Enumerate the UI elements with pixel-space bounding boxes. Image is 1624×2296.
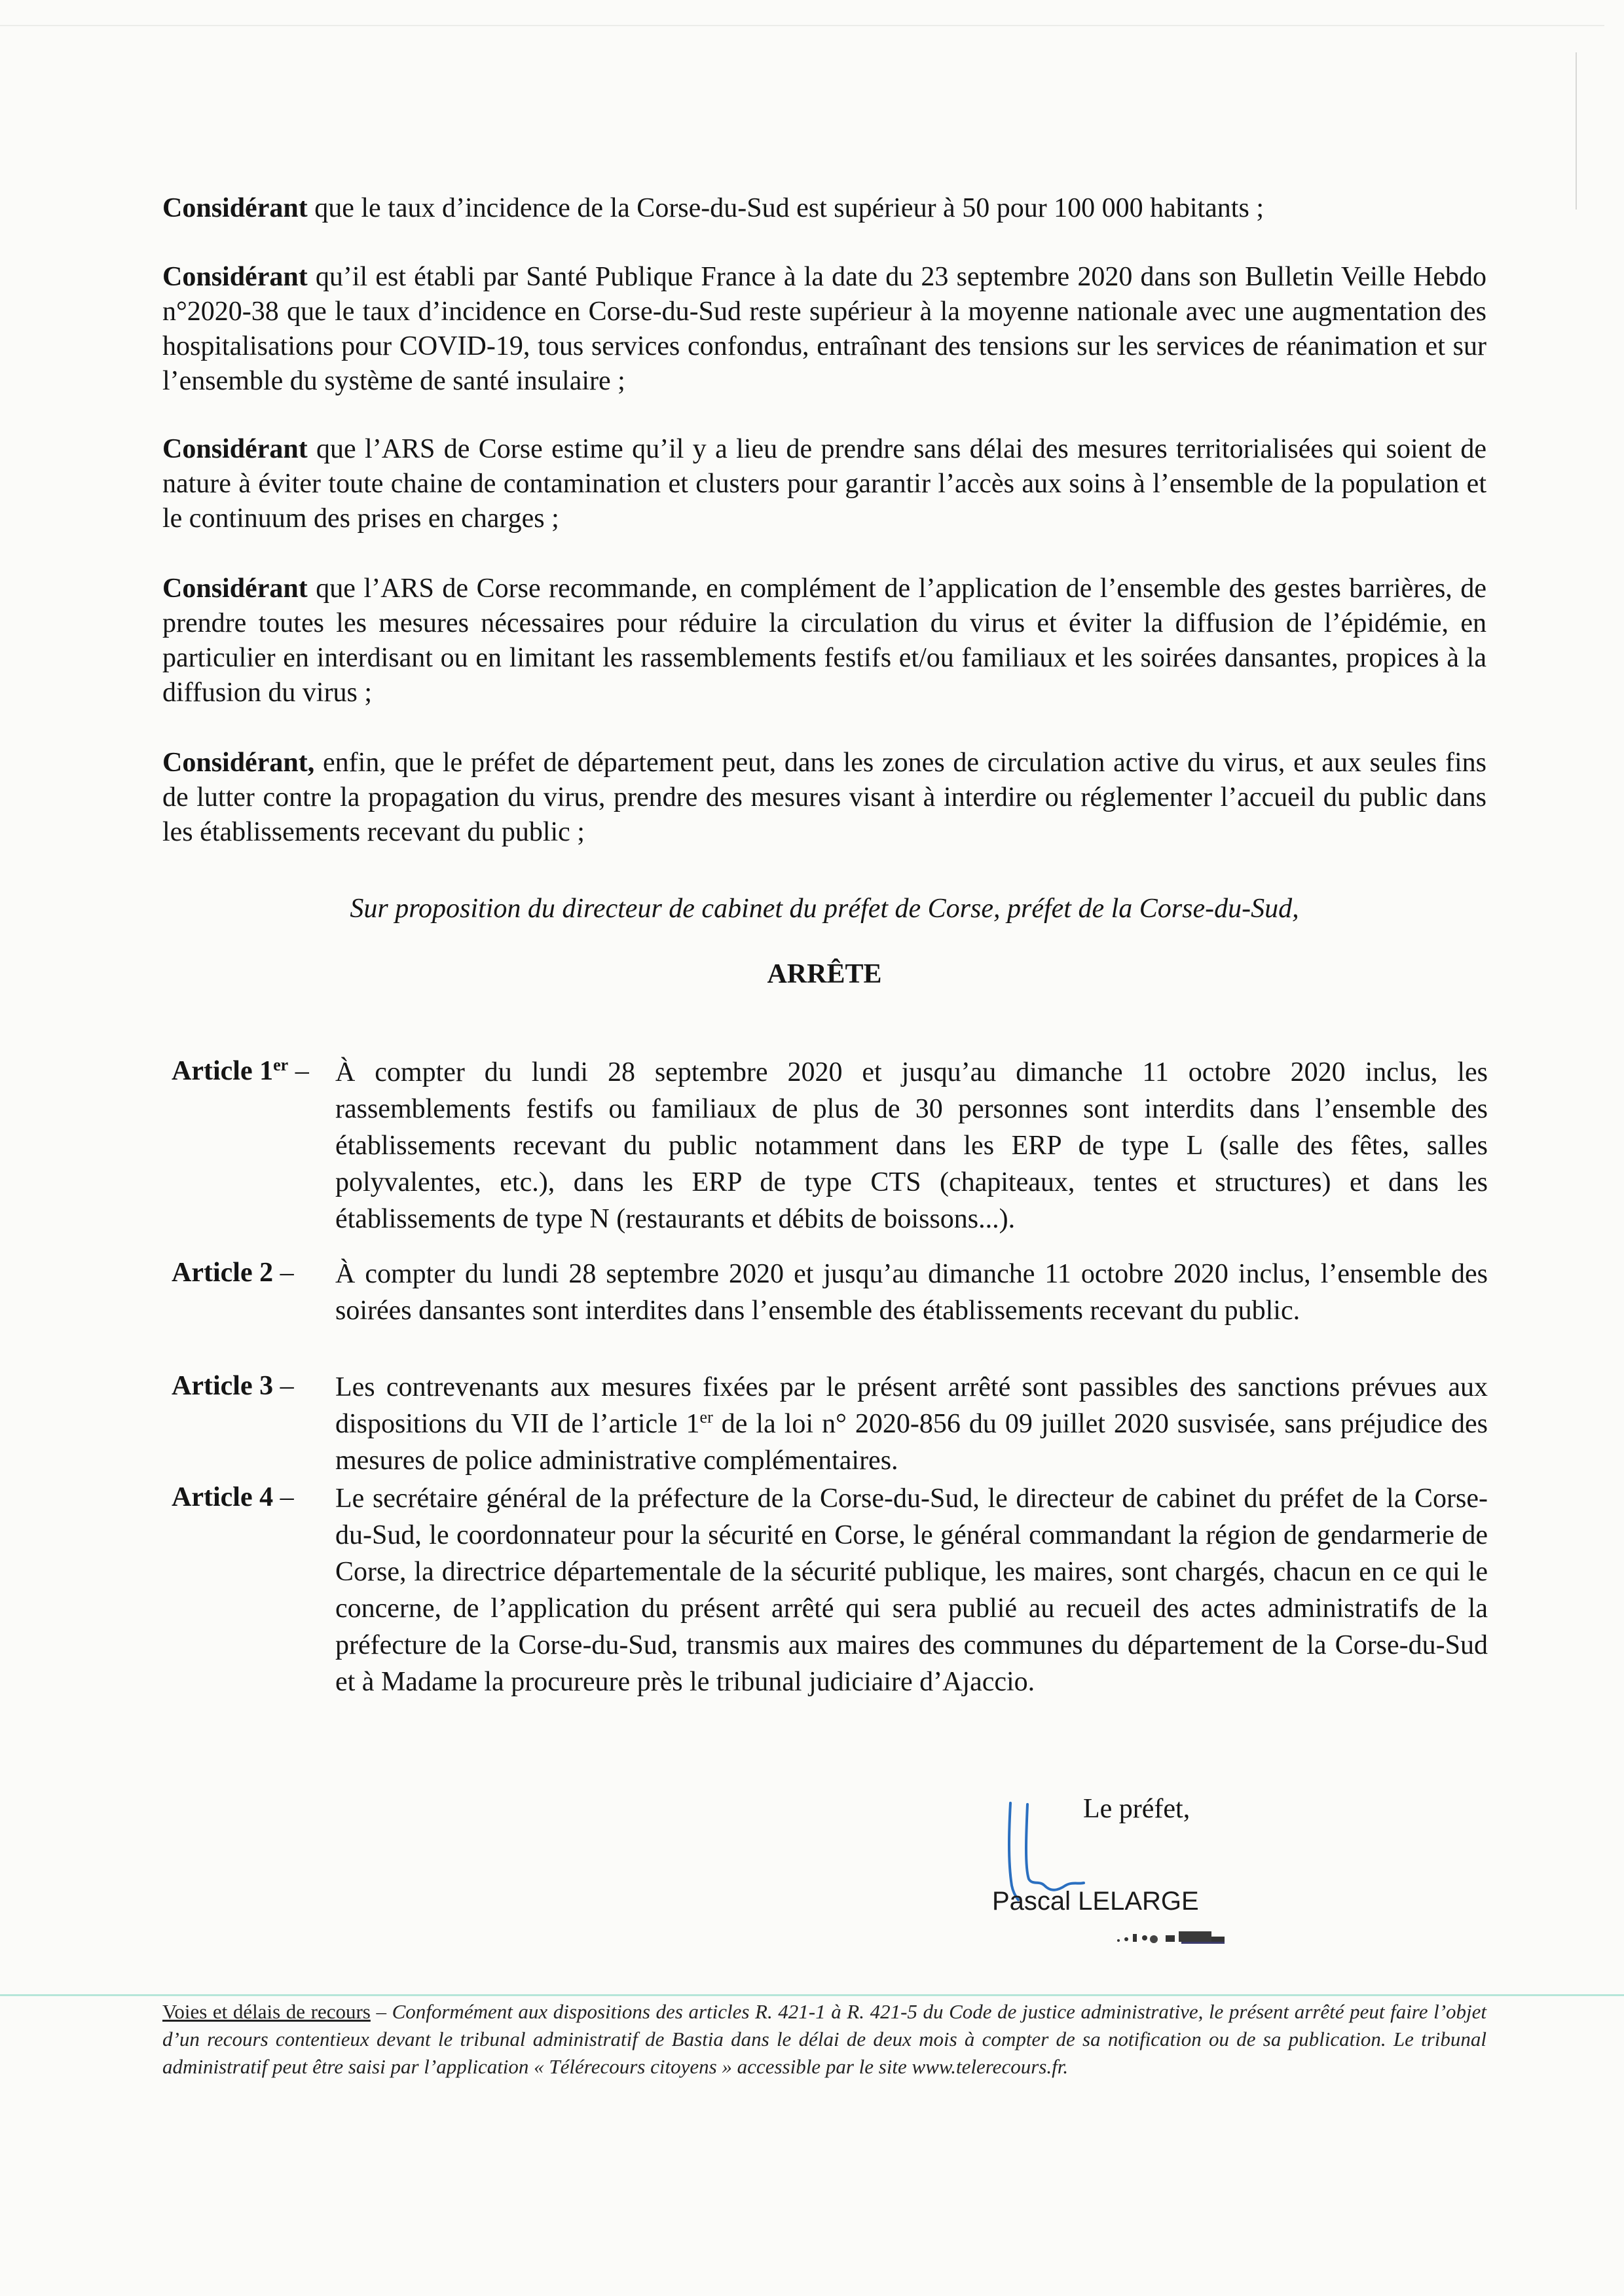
considerant-paragraph xyxy=(162,746,1486,850)
article-dash: – xyxy=(273,1482,294,1512)
article-dash: – xyxy=(273,1371,294,1401)
appeal-notice-label: Voies et délais de recours xyxy=(162,2000,371,2023)
considerant-paragraph xyxy=(162,572,1486,710)
article-superscript: er xyxy=(273,1055,289,1074)
article-text xyxy=(335,1369,1488,1479)
article-text: À compter du lundi 28 septembre 2020 et jusqu’au dimanche 11 octobre 2020 inclus, l’ensemble des soirées dansantes sont interdites dans l’ensemble des établissements recevant du public. xyxy=(335,1259,1488,1326)
article-label xyxy=(172,1480,335,1515)
stamp-smudge xyxy=(1113,1925,1257,1951)
appeal-notice-dash: – xyxy=(370,2000,392,2023)
scan-edge-artifact xyxy=(1576,52,1577,210)
article-text-part: Les contrevenants aux mesures fixées par le présent arrêté sont passibles des sanctions prévues aux dispositions du VII de l’article 1 xyxy=(335,1372,1488,1439)
article-dash: – xyxy=(288,1056,309,1086)
article-dash: – xyxy=(273,1258,294,1288)
article-superscript: er xyxy=(699,1408,713,1427)
article-text: Le secrétaire général de la préfecture de la Corse-du-Sud, le directeur de cabinet du préfet de la Corse-du-Sud, le coordonnateur pour la sécurité en Corse, le général commandant la région de gendarmerie de Corse, la directrice départementale de la sécurité publique, les maires, sont chargés, chacun en ce qui le concerne, de l’application du présent arrêté qui sera publié au recueil des actes administratifs de la préfecture de la Corse-du-Sud, transmis aux maires des communes du département de la Corse-du-Sud et à Madame la procureure près le tribunal judiciaire d’Ajaccio. xyxy=(335,1484,1488,1697)
signatory-name: Pascal LELARGE xyxy=(992,1887,1199,1916)
considerant-text: que le taux d’incidence de la Corse-du-Sud est supérieur à 50 pour 100 000 habitants ; xyxy=(307,193,1264,223)
article-number: Article 4 xyxy=(172,1482,274,1512)
considerant-text: que l’ARS de Corse recommande, en complément de l’application de l’ensemble des gestes barrières, de prendre toutes les mesures nécessaires pour réduire la circulation du virus et éviter la diffusion de l’épidémie, en particulier en interdisant ou en limitant les rassemblements festifs et/ou familiaux et les soirées dansantes, propices à la diffusion du virus ; xyxy=(162,574,1486,708)
considerant-text: qu’il est établi par Santé Publique France à la date du 23 septembre 2020 dans son Bulletin Veille Hebdo n°2020-38 que le taux d’incidence en Corse-du-Sud reste supérieur à la moyenne nationale avec une augmentation des hospitalisations pour COVID-19, tous services confondus, entraînant des tensions sur les services de réanimation et sur l’ensemble du système de santé insulaire ; xyxy=(162,262,1486,396)
arrete-heading: ARRÊTE xyxy=(767,959,882,989)
scan-edge-artifact xyxy=(0,25,1604,26)
article-number: Article 1 xyxy=(172,1056,274,1086)
considerant-lead: Considérant xyxy=(162,193,308,223)
considerant-text: que l’ARS de Corse estime qu’il y a lieu de prendre sans délai des mesures territorialisées qui soient de nature à éviter toute chaine de contamination et clusters pour garantir l’accès aux soins à l’ensemble de la population et le continuum des prises en charges ; xyxy=(162,434,1486,534)
article-label xyxy=(172,1054,335,1089)
considerant-text: enfin, que le préfet de département peut, dans les zones de circulation active du virus, et aux seules fins de lutter contre la propagation du virus, prendre des mesures visant à interdire ou réglementer l’accueil du public dans les établissements recevant du public ; xyxy=(162,748,1486,847)
considerant-paragraph xyxy=(162,260,1486,399)
article-number: Article 3 xyxy=(172,1371,274,1401)
appeal-notice xyxy=(162,1998,1486,2081)
considerant-paragraph xyxy=(162,191,1486,226)
appeal-notice-text: Conformément aux dispositions des articles R. 421-1 à R. 421-5 du Code de justice administrative, le présent arrêté peut faire l’objet d’un recours contentieux devant le tribunal administratif de Bastia dans le délai de deux mois à compter de sa notification ou de sa publication. Le tribunal administratif peut être saisi par l’application « Télérecours citoyens » accessible par le site www.telerecours.fr. xyxy=(162,2000,1486,2078)
considerant-lead: Considérant xyxy=(162,574,308,604)
article-text: À compter du lundi 28 septembre 2020 et jusqu’au dimanche 11 octobre 2020 inclus, les rassemblements festifs ou familiaux de plus de 30 personnes sont interdits dans l’ensemble des établissements recevant du public notamment dans les ERP de type L (salle des fêtes, salles polyvalentes, etc.), dans les ERP de type CTS (chapiteaux, tentes et structures) et dans les établissements de type N (restaurants et débits de boissons...). xyxy=(335,1057,1488,1234)
considerant-lead: Considérant xyxy=(162,262,308,292)
considerant-lead: Considérant, xyxy=(162,748,315,778)
article-number: Article 2 xyxy=(172,1258,274,1288)
article-text-part: de la loi n° 2020-856 du 09 juillet 2020 susvisée, sans préjudice des mesures de police administrative complémentaires. xyxy=(335,1409,1488,1476)
signature-stroke xyxy=(1026,1804,1084,1890)
considerant-paragraph xyxy=(162,432,1486,536)
proposal-line: Sur proposition du directeur de cabinet du préfet de Corse, préfet de la Corse-du-Sud, xyxy=(350,894,1299,924)
article-label xyxy=(172,1256,335,1290)
signatory-title: Le préfet, xyxy=(1083,1794,1190,1824)
article-label xyxy=(172,1369,335,1404)
considerant-lead: Considérant xyxy=(162,434,308,464)
scan-line-artifact xyxy=(0,1994,1624,1996)
